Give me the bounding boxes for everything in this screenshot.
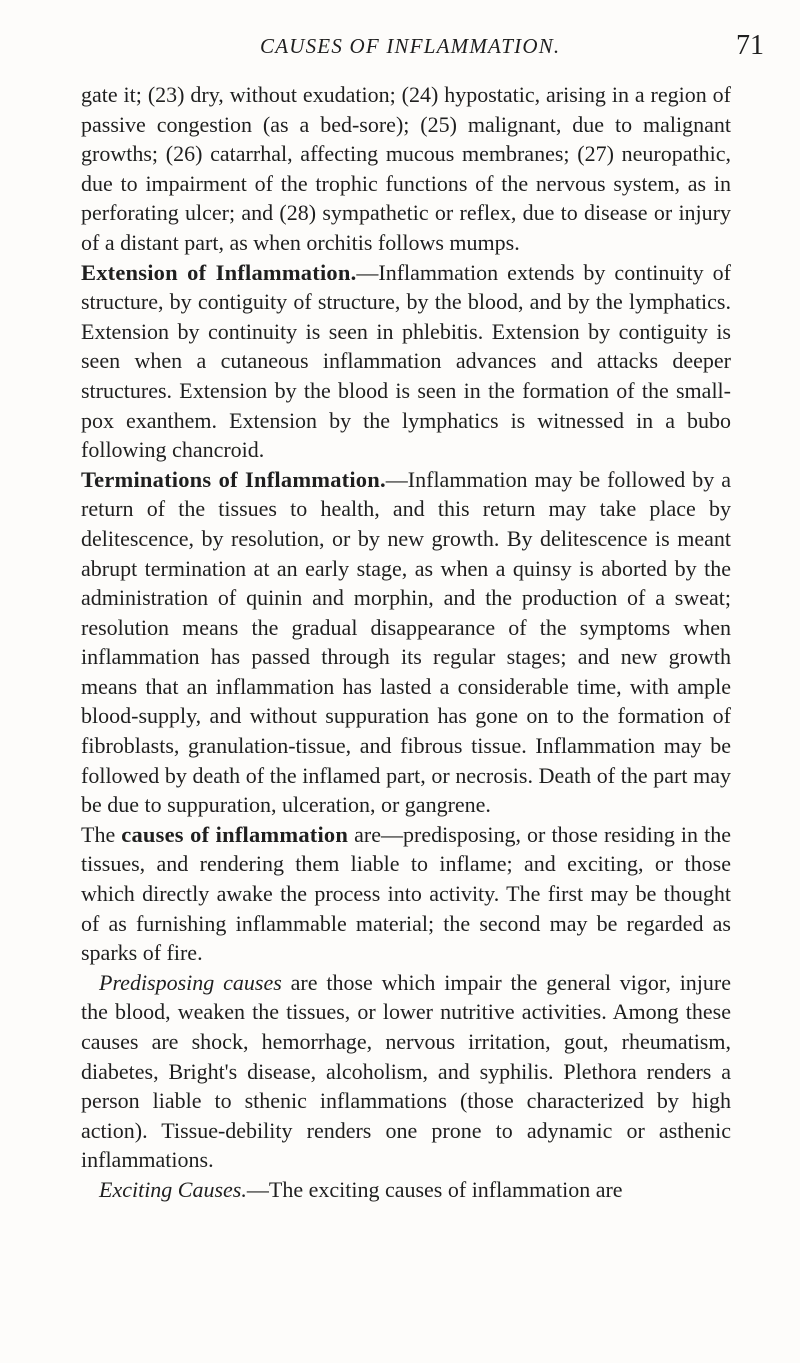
paragraph-terminations bbox=[81, 465, 731, 820]
paragraph-text: —Inflammation extends by continuity of structure, by contiguity of structure, by the blood, and by the lymphatics. Extension by continuity is seen in phlebitis. Extension by contiguity is seen when a cutaneous inflammation advances and attacks deeper structures. Extension by the blood is seen in the formation of the small-pox exanthem. Extension by the lymphatics is witnessed in a bubo following chancroid. bbox=[81, 259, 731, 463]
paragraph-text: gate it; (23) dry, without exudation; (24) hypostatic, arising in a region of passive congestion (as a bed-sore); (25) malignant, due to malignant growths; (26) catarrhal, affecting mucous membranes; (27) neuropathic, due to impairment of the trophic functions of the nervous system, as in perforating ulcer; and (28) sympathetic or reflex, due to disease or injury of a distant part, as when orchitis follows mumps. bbox=[81, 82, 731, 255]
paragraph-exciting bbox=[81, 1175, 731, 1205]
body-text bbox=[81, 80, 731, 1205]
section-heading-terminations: Terminations of Inflammation. bbox=[81, 466, 386, 492]
paragraph-text: —Inflammation may be followed by a return of the tissues to health, and this return may take place by delitescence, by resolution, or by new growth. By delitescence is meant abrupt termination at an early stage, as when a quinsy is aborted by the administration of quinin and morphin, and the production of a sweat; resolution means the gradual disappearance of the symptoms when inflammation has passed through its regular stages; and new growth means that an inflammation has lasted a considerable time, with ample blood-supply, and without suppuration has gone on to the formation of fibroblasts, granulation-tissue, and fibrous tissue. Inflammation may be followed by death of the inflamed part, or necrosis. Death of the part may be due to suppuration, ulceration, or gangrene. bbox=[81, 466, 731, 818]
paragraph-types-continued bbox=[81, 80, 731, 258]
section-heading-causes: causes of inflammation bbox=[121, 821, 349, 847]
paragraph-predisposing bbox=[81, 968, 731, 1175]
paragraph-text: are those which impair the general vigor, injure the blood, weaken the tissues, or lower nutritive activities. Among these causes are shock, hemorrhage, nervous irritation, gout, rheumatism, diabetes, Bright's disease, alcoholism, and syphilis. Plethora renders a person liable to sthenic inflammations (those characterized by high action). Tissue-debility renders one prone to adynamic or asthenic inflammations. bbox=[81, 969, 732, 1173]
paragraph-text: are—predisposing, or those residing in the tissues, and rendering them liable to inflame; and exciting, or those which directly awake the process into activity. The first may be thought of as furnishing inflammable material; the second may be regarded as sparks of fire. bbox=[81, 821, 731, 966]
page-number: 71 bbox=[736, 30, 764, 61]
paragraph-lead: The bbox=[81, 821, 116, 847]
paragraph-text: —The exciting causes of inflammation are bbox=[246, 1176, 623, 1202]
running-head bbox=[0, 30, 800, 68]
section-heading-extension: Extension of Inflammation. bbox=[81, 259, 357, 285]
paragraph-causes bbox=[81, 820, 731, 968]
italic-lead-predisposing: Predisposing causes bbox=[99, 969, 282, 995]
running-title: CAUSES OF INFLAMMATION. bbox=[260, 34, 561, 58]
paragraph-extension bbox=[81, 258, 731, 465]
italic-lead-exciting: Exciting Causes. bbox=[99, 1176, 247, 1202]
